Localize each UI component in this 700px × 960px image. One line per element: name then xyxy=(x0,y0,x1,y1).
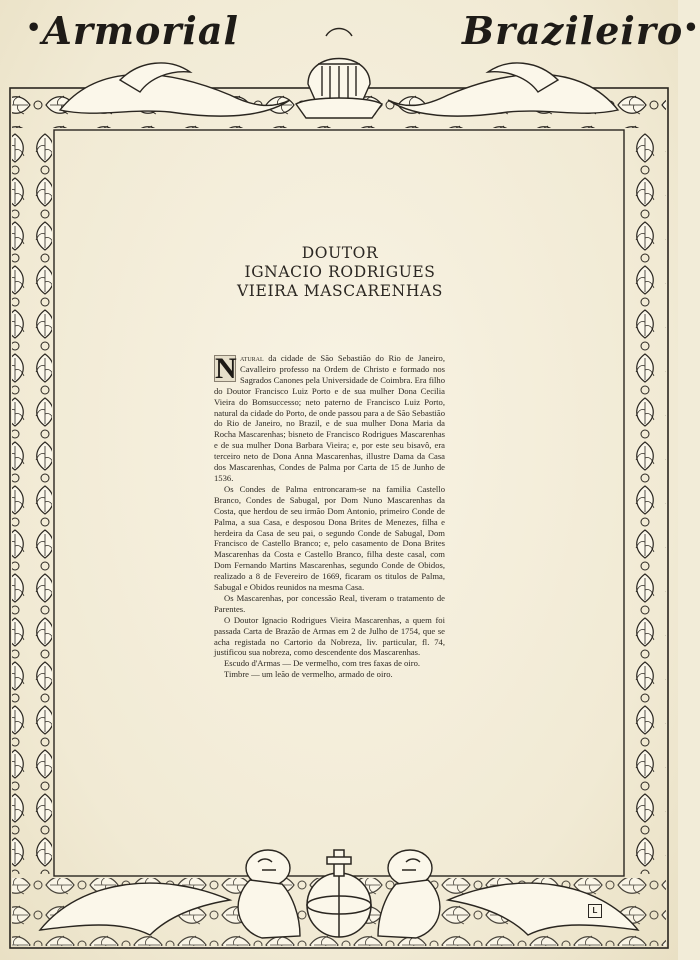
body-text xyxy=(214,353,445,680)
header-left-word xyxy=(26,8,239,53)
header-left-label: Armorial xyxy=(42,8,239,53)
title-line-2: IGNACIO RODRIGUES xyxy=(244,263,436,281)
header-right-word xyxy=(462,8,700,53)
paragraph-4: O Doutor Ignacio Rodrigues Vieira Mascarenhas, a quem foi passada Carta de Brazão de Armas em 2 de Julho de 1754, que se acha registada no Cartorio da Nobreza, liv. particular, fl. 74, justificou sua nobreza, como descendente dos Mascarenhas. xyxy=(214,614,445,658)
header-right-label: Brazileiro xyxy=(462,8,684,53)
title-line-3: VIEIRA MASCARENHAS xyxy=(237,282,443,300)
header-ornament-left: • xyxy=(26,13,43,42)
paragraph-6: Timbre — um leão de vermelho, armado de oiro. xyxy=(224,669,393,680)
paragraph-1-lead: atural xyxy=(240,353,264,363)
paragraph-2: Os Condes de Palma entroncaram-se na familia Castello Branco, Condes de Sabugal, por Dom Nuno Mascarenhas da Costa, que herdou de seu irmão Dom Antonio, primeiro Conde de Palma, a sua Casa, e desposou Dona Brites de Menezes, filha e herdeira da Casa de seu pai, o segundo Conde de Sabugal, Dom Francisco de Castello Branco; e, pelo casamento de Dona Brites Mascarenhas da Costa e Castello Branco, filha deste casal, com Dom Fernando Martins Mascarenhas, segundo Conde de Obidos, realizado a 8 de Fevereiro de 1669, ficaram os titulos de Palma, Sabugal e Obidos reunidos na mesma Casa. xyxy=(214,483,445,593)
paragraph-1 xyxy=(214,353,445,484)
header-ornament-right: • xyxy=(683,13,700,42)
knight-helmet-icon xyxy=(296,29,382,119)
drop-cap: N xyxy=(215,352,237,385)
title-line-1: DOUTOR xyxy=(301,244,379,262)
paragraph-1-text: da cidade de São Sebastião do Rio de Janeiro, Cavalleiro professo na Ordem de Christo e formado nos Sagrados Canones pela Universidade de Coimbra. Era filho do Doutor Francisco Luiz Porto e de sua mulher Dona Cecilia Vieira do Bomsuccesso; neto paterno de Francisco Luiz Porto, natural da cidade do Porto, de onde passou para a de São Sebastião do Rio de Janeiro, no Brazil, e de sua mulher Dona Maria da Rocha Mascarenhas; bisneto de Francisco Rodrigues Mascarenhas e de sua mulher Dona Barbara Vieira; e, por este seu bisavô, era terceiro neto de Dona Anna Mascarenhas, illustre Dama da Casa dos Mascarenhas, Condes de Palma por Carta de 15 de Junho de 1536. xyxy=(214,353,445,483)
artist-signature: L xyxy=(588,904,602,918)
paragraph-3: Os Mascarenhas, por concessão Real, tiveram o tratamento de Parentes. xyxy=(214,592,445,614)
document-title xyxy=(160,244,520,301)
paragraph-5: Escudo d'Armas — De vermelho, com tres faxas de oiro. xyxy=(224,658,421,669)
orb-cross-icon xyxy=(307,850,371,937)
